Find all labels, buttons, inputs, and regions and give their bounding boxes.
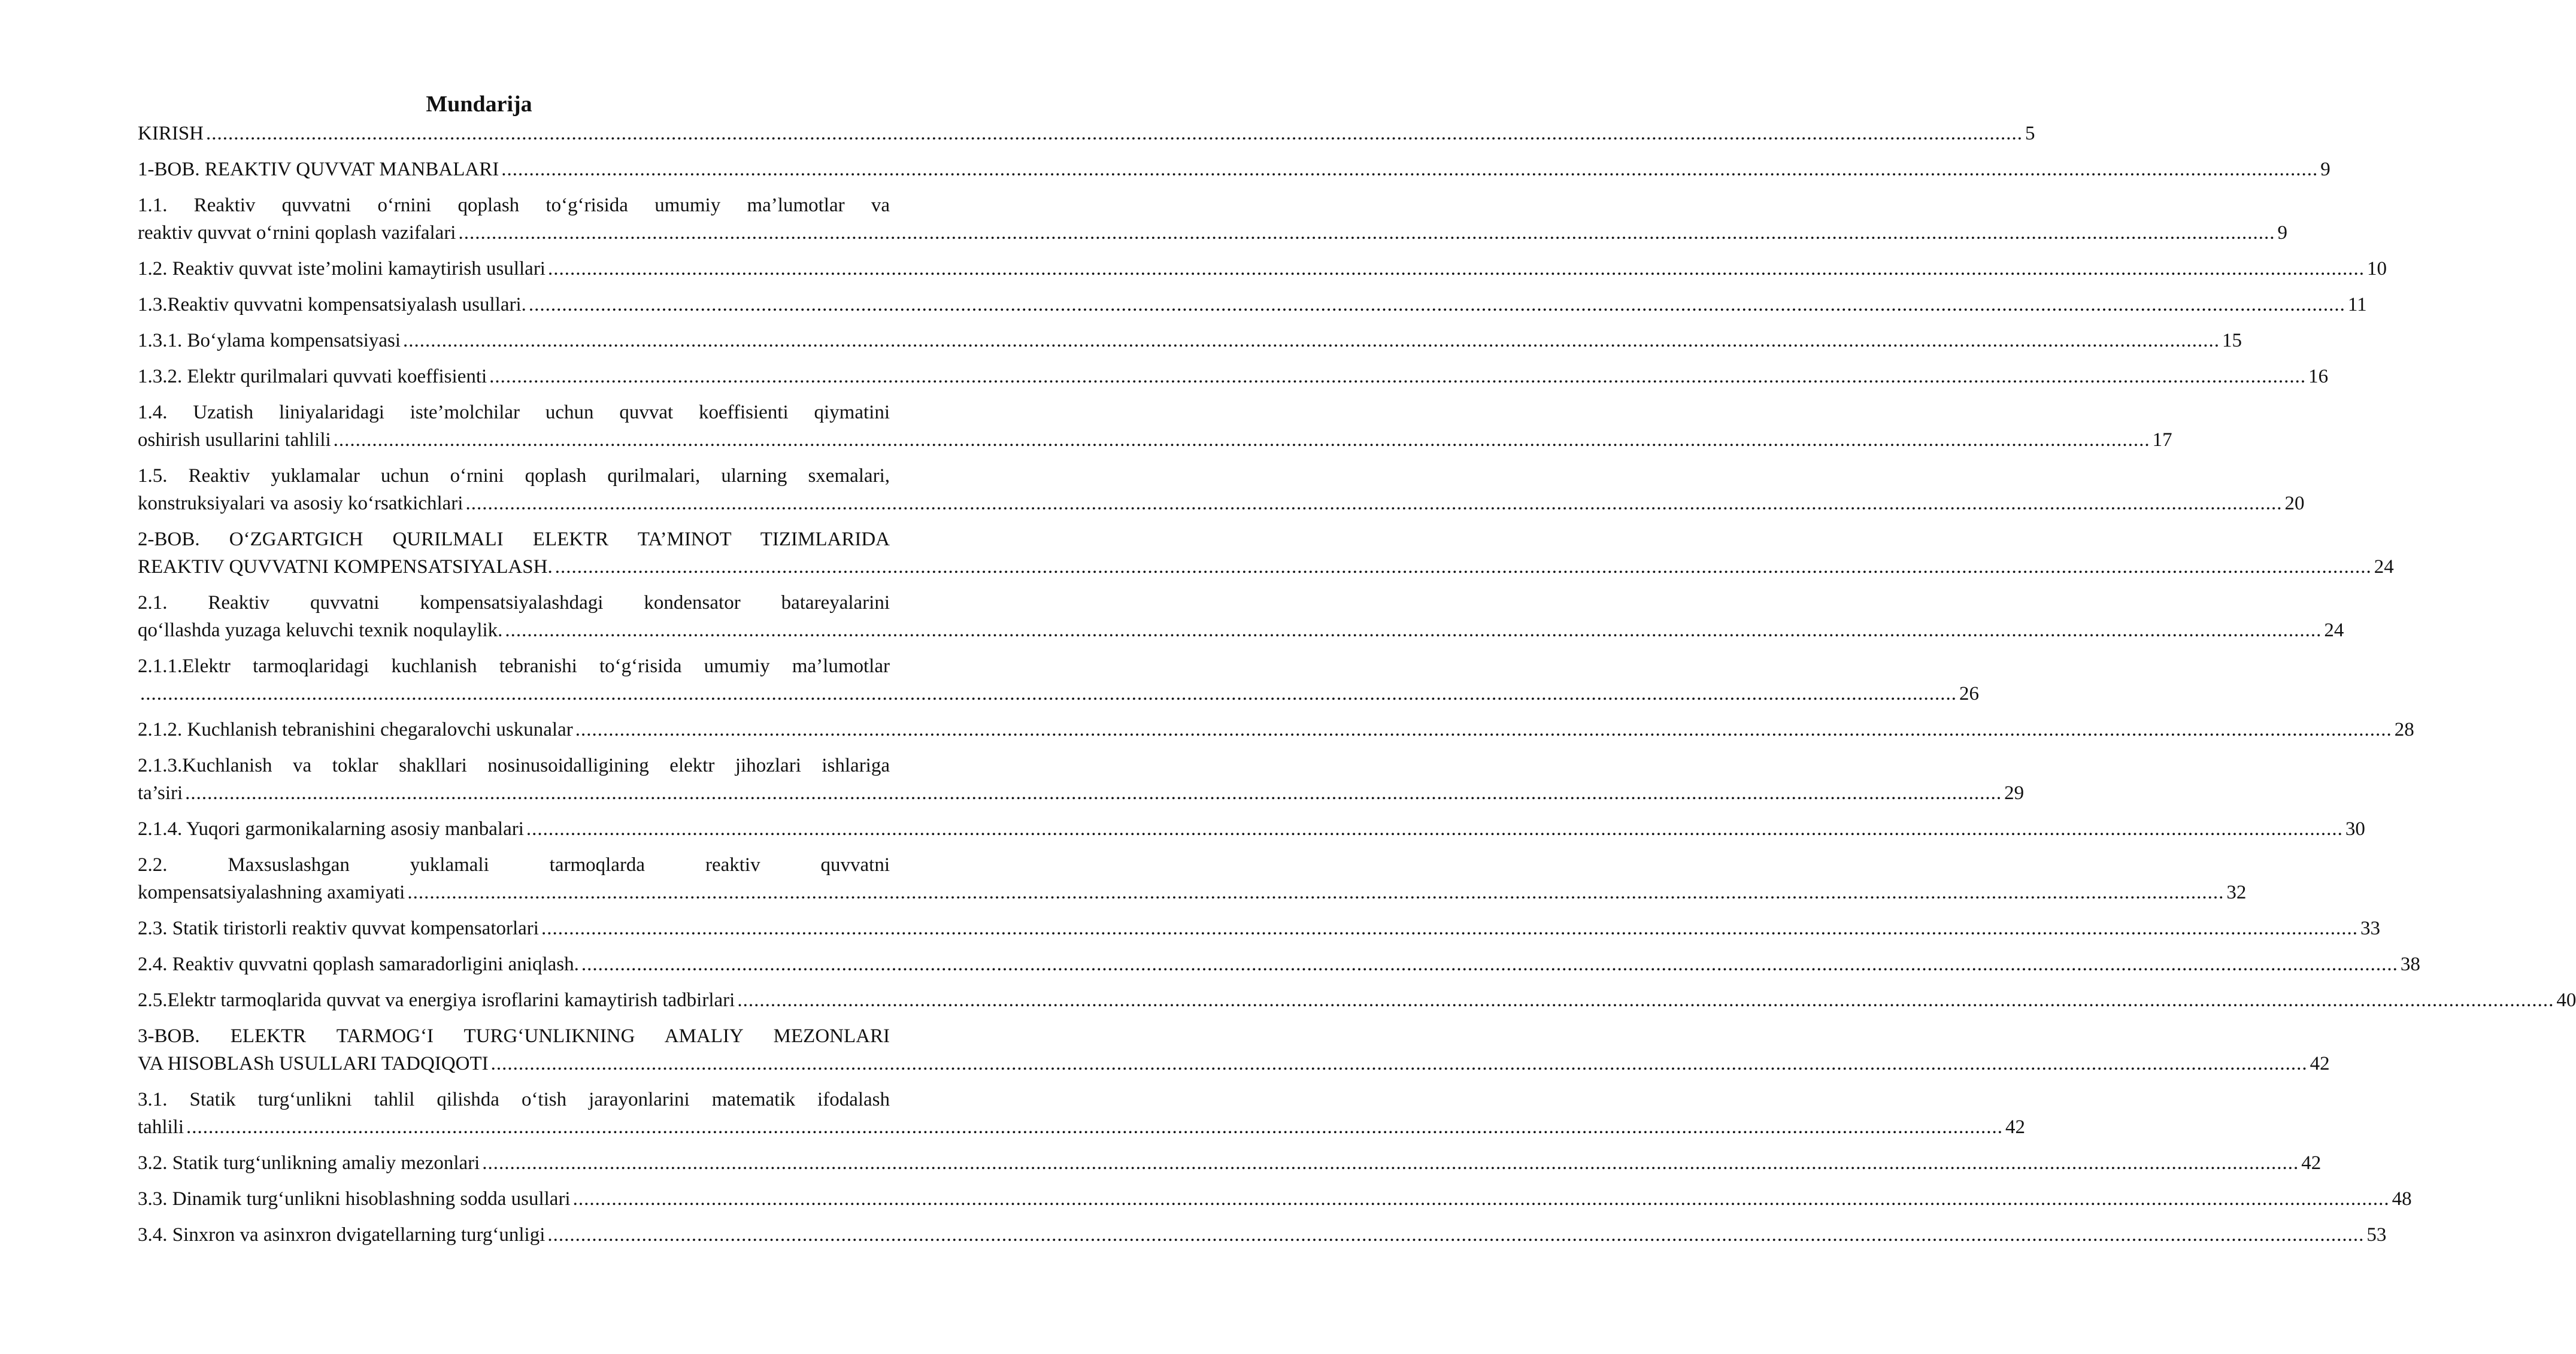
toc-entry[interactable] [138, 291, 2367, 318]
toc-page-number: 11 [2347, 294, 2367, 315]
toc-entry[interactable] [138, 1185, 2412, 1213]
dot-leader [184, 1113, 2005, 1141]
dot-leader [401, 327, 2222, 354]
toc-entry-row [138, 915, 2380, 942]
toc-page-number: 30 [2345, 818, 2365, 840]
dot-leader [502, 617, 2324, 644]
toc-page-number: 42 [2310, 1053, 2330, 1074]
toc-page-number: 42 [2005, 1116, 2025, 1138]
toc-page-number: 9 [2320, 159, 2330, 180]
toc-entry-row [138, 779, 2025, 807]
toc-entry-row [138, 1113, 2025, 1141]
dot-leader [539, 915, 2360, 942]
dot-leader [487, 363, 2308, 390]
toc-entry[interactable] [138, 1086, 2025, 1141]
toc-entry[interactable] [138, 915, 2380, 942]
toc-entry-row [138, 255, 2387, 283]
dot-leader [735, 986, 2556, 1014]
toc-entry-heading-line: 1.5. Reaktiv yuklamalar uchun o‘rnini qoplash qurilmalari, ularning sxemalari, [138, 465, 890, 487]
toc-entry-title: qo‘llashda yuzaga keluvchi texnik noqulaylik. [138, 620, 503, 641]
toc-entry-title: 1.2. Reaktiv quvvat iste’molini kamaytirish usullari [138, 258, 545, 280]
toc-entry-title: VA HISOBLASh USULLARI TADQIQOTI [138, 1053, 489, 1074]
toc-page-number: 32 [2226, 882, 2247, 903]
toc-page-number: 26 [1959, 683, 1979, 705]
toc-entry-title: 1.3.1. Bo‘ylama kompensatsiyasi [138, 330, 401, 351]
toc-entry-row [138, 120, 2035, 147]
toc-entry[interactable] [138, 815, 2365, 843]
toc-page-number: 53 [2366, 1224, 2387, 1246]
toc-entry-title: oshirish usullarini tahlili [138, 429, 331, 451]
toc-entry[interactable] [138, 120, 2035, 147]
dot-leader [526, 291, 2348, 318]
toc-entry-heading-line: 1.4. Uzatish liniyalaridagi iste’molchilar uchun quvvat koeffisienti qiymatini [138, 402, 890, 423]
toc-entry[interactable] [138, 716, 2414, 743]
toc-page-number: 20 [2284, 493, 2305, 514]
toc-entry[interactable] [138, 462, 2305, 517]
toc-page-number: 24 [2374, 556, 2394, 578]
toc-page-number: 29 [2004, 782, 2025, 804]
toc-entry-title: KIRISH [138, 123, 204, 144]
toc-page-number: 5 [2025, 123, 2035, 144]
toc-entry[interactable] [138, 1149, 2322, 1177]
toc-entry-heading-line: 2.1.3.Kuchlanish va toklar shakllari nosinusoidalligining elektr jihozlari ishlariga [138, 755, 890, 776]
toc-entry-row [138, 1149, 2322, 1177]
toc-entry-row [138, 426, 2172, 454]
toc-page-number: 10 [2366, 258, 2387, 280]
toc-entry[interactable] [138, 156, 2330, 183]
toc-entry-heading-line: 2-BOB. O‘ZGARTGICH QURILMALI ELEKTR TA’MINOT TIZIMLARIDA [138, 529, 890, 550]
toc-entry[interactable] [138, 526, 2394, 581]
toc-entry-heading-line: 2.1. Reaktiv quvvatni kompensatsiyalashdagi kondensator batareyalarini [138, 592, 890, 614]
toc-entry[interactable] [138, 363, 2329, 390]
toc-entry-title: 1.3.2. Elektr qurilmalari quvvati koeffisienti [138, 366, 487, 387]
dot-leader [204, 120, 2025, 147]
toc-entry-row [138, 879, 2247, 906]
toc-page-number: 48 [2392, 1188, 2412, 1210]
dot-leader [405, 879, 2226, 906]
toc-page-number: 16 [2308, 366, 2329, 387]
toc-entry-row [138, 363, 2329, 390]
toc-entry-row [138, 951, 2420, 978]
dot-leader [480, 1149, 2301, 1177]
toc-entry-title: 2.1.4. Yuqori garmonikalarning asosiy manbalari [138, 818, 524, 840]
table-of-contents [138, 120, 2576, 1257]
toc-page-number: 40 [2556, 989, 2576, 1011]
toc-entry-row [138, 986, 2576, 1014]
toc-entry[interactable] [138, 1022, 2330, 1077]
toc-page-number: 42 [2301, 1152, 2322, 1174]
dot-leader [573, 716, 2395, 743]
toc-entry-heading-line: 3-BOB. ELEKTR TARMOG‘I TURG‘UNLIKNING AMALIY MEZONLARI [138, 1025, 890, 1047]
dot-leader [553, 553, 2374, 581]
toc-entry-heading-line: 1.1. Reaktiv quvvatni o‘rnini qoplash to‘g‘risida umumiy ma’lumotlar va [138, 195, 890, 216]
toc-page-number: 38 [2400, 954, 2420, 975]
dot-leader [571, 1185, 2392, 1213]
toc-entry-title: reaktiv quvvat o‘rnini qoplash vazifalari [138, 222, 456, 244]
dot-leader [138, 680, 1959, 708]
toc-page-number: 33 [2360, 918, 2380, 939]
toc-entry-row [138, 1185, 2412, 1213]
toc-entry-title: 1.3.Reaktiv quvvatni kompensatsiyalash usullari. [138, 294, 526, 315]
toc-entry-title: 1-BOB. REAKTIV QUVVAT MANBALARI [138, 159, 499, 180]
toc-entry[interactable] [138, 986, 2576, 1014]
dot-leader [183, 779, 2004, 807]
dot-leader [545, 255, 2367, 283]
toc-entry-row [138, 1050, 2330, 1077]
toc-entry-row [138, 617, 2344, 644]
toc-entry-title: 2.4. Reaktiv quvvatni qoplash samaradorligini aniqlash. [138, 954, 579, 975]
toc-entry[interactable] [138, 652, 1979, 708]
dot-leader [456, 219, 2277, 247]
toc-entry-heading-line: 2.1.1.Elektr tarmoqlaridagi kuchlanish tebranishi to‘g‘risida umumiy ma’lumotlar [138, 655, 890, 677]
toc-page-number: 15 [2222, 330, 2242, 351]
dot-leader [524, 815, 2345, 843]
toc-entry-row [138, 680, 1979, 708]
dot-leader [489, 1050, 2310, 1077]
toc-entry[interactable] [138, 951, 2420, 978]
toc-entry[interactable] [138, 399, 2172, 454]
toc-entry-row [138, 815, 2365, 843]
toc-entry-title: 2.3. Statik tiristorli reaktiv quvvat kompensatorlari [138, 918, 539, 939]
toc-entry-title: 3.4. Sinxron va asinxron dvigatellarning turg‘unligi [138, 1224, 545, 1246]
toc-entry-row [138, 1221, 2387, 1249]
toc-entry-title: ta’siri [138, 782, 183, 804]
toc-entry-row [138, 490, 2305, 517]
toc-entry-row [138, 716, 2414, 743]
dot-leader [579, 951, 2401, 978]
toc-entry-title: kompensatsiyalashning axamiyati [138, 882, 405, 903]
toc-entry-title: 2.1.2. Kuchlanish tebranishini chegaralovchi uskunalar [138, 719, 573, 740]
dot-leader [499, 156, 2320, 183]
toc-entry-row [138, 156, 2330, 183]
toc-entry-title: 3.3. Dinamik turg‘unlikni hisoblashning sodda usullari [138, 1188, 571, 1210]
toc-entry-row [138, 327, 2242, 354]
toc-entry[interactable] [138, 851, 2247, 906]
toc-entry[interactable] [138, 255, 2387, 283]
toc-entry-row [138, 553, 2394, 581]
toc-entry-heading-line: 2.2. Maxsuslashgan yuklamali tarmoqlarda reaktiv quvvatni [138, 854, 890, 876]
toc-entry[interactable] [138, 752, 2025, 807]
toc-page-number: 17 [2152, 429, 2172, 451]
toc-entry-row [138, 219, 2287, 247]
dot-leader [463, 490, 2284, 517]
toc-entry-title: REAKTIV QUVVATNI KOMPENSATSIYALASH. [138, 556, 553, 578]
toc-entry-heading-line: 3.1. Statik turg‘unlikni tahlil qilishda o‘tish jarayonlarini matematik ifodalash [138, 1089, 890, 1110]
toc-entry[interactable] [138, 589, 2344, 644]
toc-page-number: 28 [2394, 719, 2414, 740]
toc-entry-row [138, 291, 2367, 318]
toc-page-number: 24 [2324, 620, 2344, 641]
dot-leader [331, 426, 2153, 454]
toc-entry-title: 3.2. Statik turg‘unlikning amaliy mezonlari [138, 1152, 480, 1174]
toc-entry[interactable] [138, 327, 2242, 354]
toc-entry[interactable] [138, 1221, 2387, 1249]
toc-entry-title: konstruksiyalari va asosiy ko‘rsatkichlari [138, 493, 463, 514]
toc-title: Mundarija [426, 92, 532, 117]
toc-entry-title: tahlili [138, 1116, 184, 1138]
toc-page-number: 9 [2277, 222, 2287, 244]
toc-entry[interactable] [138, 192, 2287, 247]
toc-entry-title: 2.5.Elektr tarmoqlarida quvvat va energiya isroflarini kamaytirish tadbirlari [138, 989, 735, 1011]
dot-leader [545, 1221, 2366, 1249]
